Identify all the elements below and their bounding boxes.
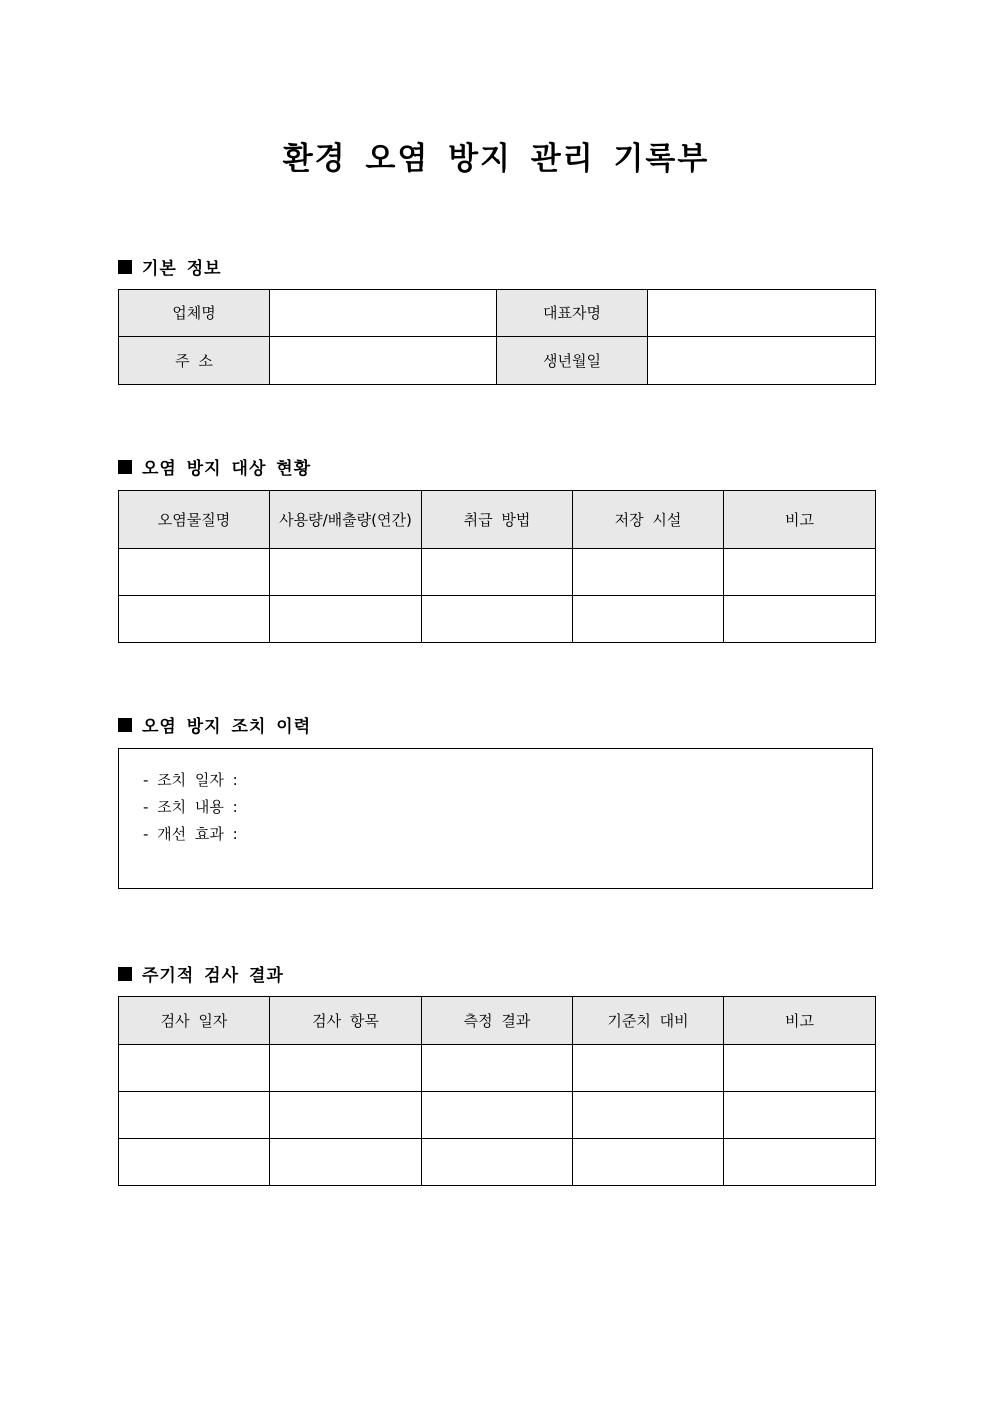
- address-field[interactable]: [270, 337, 497, 385]
- table-cell[interactable]: [724, 1092, 876, 1139]
- table-row: [119, 290, 876, 337]
- table-row: [119, 549, 876, 596]
- column-header: 검사 일자: [119, 997, 270, 1045]
- section-heading-basic-info: [118, 254, 222, 279]
- pollution-targets-table: [118, 490, 876, 643]
- company-name-field[interactable]: [270, 290, 497, 337]
- table-cell[interactable]: [724, 596, 876, 643]
- table-cell[interactable]: [724, 1139, 876, 1186]
- column-header: 비고: [724, 997, 876, 1045]
- table-cell[interactable]: [119, 1092, 270, 1139]
- column-header: 비고: [724, 491, 876, 549]
- column-header: 측정 결과: [422, 997, 573, 1045]
- improvement-effect-line: - 개선 효과 :: [143, 825, 238, 843]
- column-header: 기준치 대비: [573, 997, 724, 1045]
- table-cell[interactable]: [724, 549, 876, 596]
- section-heading-text: 주기적 검사 결과: [142, 966, 284, 986]
- table-cell[interactable]: [270, 1092, 422, 1139]
- table-cell[interactable]: [270, 1139, 422, 1186]
- table-cell[interactable]: [422, 1045, 573, 1092]
- label-company-name: 업체명: [119, 290, 270, 337]
- column-header: 사용량/배출량(연간): [270, 491, 422, 549]
- action-content-line: - 조치 내용 :: [143, 798, 238, 816]
- birthdate-field[interactable]: [648, 337, 876, 385]
- table-row: [119, 1139, 876, 1186]
- action-date-line: - 조치 일자 :: [143, 771, 238, 789]
- square-bullet-icon: [118, 718, 132, 732]
- square-bullet-icon: [118, 260, 132, 274]
- section-heading-text: 오염 방지 대상 현황: [142, 459, 312, 479]
- table-cell[interactable]: [270, 549, 422, 596]
- section-heading-action-history: [118, 712, 311, 737]
- table-cell[interactable]: [573, 549, 724, 596]
- square-bullet-icon: [118, 460, 132, 474]
- label-birthdate: 생년월일: [497, 337, 648, 385]
- document-title: 환경 오염 방지 관리 기록부: [282, 141, 710, 177]
- table-header-row: [119, 491, 876, 549]
- inspection-results-table: [118, 996, 876, 1186]
- representative-field[interactable]: [648, 290, 876, 337]
- basic-info-table: [118, 289, 876, 385]
- table-cell[interactable]: [270, 596, 422, 643]
- label-address: 주 소: [119, 337, 270, 385]
- table-cell[interactable]: [119, 1139, 270, 1186]
- table-cell[interactable]: [573, 1045, 724, 1092]
- column-header: 취급 방법: [422, 491, 573, 549]
- section-heading-inspection-results: [118, 961, 284, 986]
- table-row: [119, 1092, 876, 1139]
- table-row: [119, 1045, 876, 1092]
- section-heading-text: 오염 방지 조치 이력: [142, 717, 312, 737]
- table-cell[interactable]: [724, 1045, 876, 1092]
- column-header: 저장 시설: [573, 491, 724, 549]
- section-heading-text: 기본 정보: [142, 259, 222, 279]
- label-representative: 대표자명: [497, 290, 648, 337]
- table-cell[interactable]: [573, 596, 724, 643]
- table-cell[interactable]: [119, 596, 270, 643]
- action-history-box[interactable]: [118, 748, 873, 889]
- column-header: 검사 항목: [270, 997, 422, 1045]
- table-row: [119, 596, 876, 643]
- table-header-row: [119, 997, 876, 1045]
- table-cell[interactable]: [573, 1139, 724, 1186]
- table-cell[interactable]: [573, 1092, 724, 1139]
- square-bullet-icon: [118, 967, 132, 981]
- table-cell[interactable]: [422, 596, 573, 643]
- table-cell[interactable]: [422, 1139, 573, 1186]
- table-cell[interactable]: [270, 1045, 422, 1092]
- table-cell[interactable]: [422, 1092, 573, 1139]
- table-row: [119, 337, 876, 385]
- table-cell[interactable]: [119, 1045, 270, 1092]
- table-cell[interactable]: [422, 549, 573, 596]
- column-header: 오염물질명: [119, 491, 270, 549]
- section-heading-pollution-targets: [118, 454, 311, 479]
- table-cell[interactable]: [119, 549, 270, 596]
